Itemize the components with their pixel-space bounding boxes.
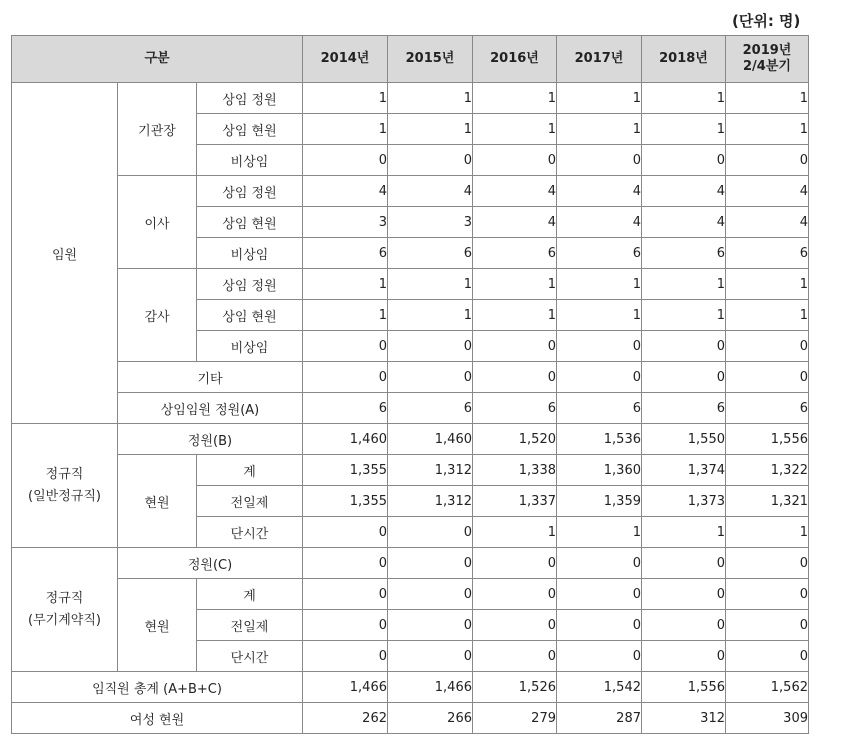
cell-value: 1,374 bbox=[642, 455, 726, 486]
cell-value: 6 bbox=[726, 393, 809, 424]
row-label: 상임임원 정원(A) bbox=[118, 393, 303, 424]
cell-value: 0 bbox=[726, 641, 809, 672]
staff-table bbox=[11, 35, 809, 734]
header-year-last-line1: 2019년 bbox=[742, 43, 792, 58]
table-row bbox=[12, 269, 809, 300]
cell-value: 4 bbox=[726, 207, 809, 238]
cell-value: 1,460 bbox=[388, 424, 473, 455]
cell-value: 1 bbox=[557, 269, 642, 300]
cell-value: 0 bbox=[642, 331, 726, 362]
cell-value: 0 bbox=[642, 362, 726, 393]
cell-value: 266 bbox=[388, 703, 473, 734]
cell-value: 0 bbox=[557, 610, 642, 641]
cell-value: 0 bbox=[473, 362, 557, 393]
cell-value: 0 bbox=[557, 641, 642, 672]
cell-value: 0 bbox=[726, 548, 809, 579]
cell-value: 1 bbox=[388, 114, 473, 145]
header-year-last-line2: 2/4분기 bbox=[743, 59, 791, 74]
header-year: 2014년 bbox=[303, 36, 388, 83]
cell-value: 0 bbox=[642, 641, 726, 672]
cell-value: 0 bbox=[303, 548, 388, 579]
cell-value: 1,312 bbox=[388, 455, 473, 486]
cell-value: 1,355 bbox=[303, 486, 388, 517]
cell-value: 0 bbox=[473, 641, 557, 672]
row-label: 단시간 bbox=[197, 641, 303, 672]
header-year: 2015년 bbox=[388, 36, 473, 83]
table-row bbox=[12, 362, 809, 393]
cell-value: 1,536 bbox=[557, 424, 642, 455]
table-row bbox=[12, 393, 809, 424]
cell-value: 1,360 bbox=[557, 455, 642, 486]
cell-value: 0 bbox=[388, 641, 473, 672]
cell-value: 6 bbox=[303, 238, 388, 269]
cell-value: 6 bbox=[388, 238, 473, 269]
row-label: 상임 정원 bbox=[197, 176, 303, 207]
subgroup-head: 기관장 bbox=[118, 83, 197, 176]
header-category: 구분 bbox=[12, 36, 303, 83]
cell-value: 1,322 bbox=[726, 455, 809, 486]
cell-value: 0 bbox=[388, 517, 473, 548]
table-row bbox=[12, 672, 809, 703]
row-label: 계 bbox=[197, 455, 303, 486]
cell-value: 6 bbox=[726, 238, 809, 269]
table-row bbox=[12, 548, 809, 579]
row-label: 비상임 bbox=[197, 238, 303, 269]
cell-value: 1 bbox=[642, 517, 726, 548]
cell-value: 0 bbox=[303, 641, 388, 672]
cell-value: 1 bbox=[388, 83, 473, 114]
header-year: 2018년 bbox=[642, 36, 726, 83]
cell-value: 1 bbox=[642, 269, 726, 300]
table-row bbox=[12, 176, 809, 207]
cell-value: 0 bbox=[388, 610, 473, 641]
cell-value: 0 bbox=[642, 548, 726, 579]
table-row bbox=[12, 455, 809, 486]
cell-value: 4 bbox=[557, 207, 642, 238]
cell-value: 4 bbox=[473, 176, 557, 207]
cell-value: 0 bbox=[726, 331, 809, 362]
cell-value: 1 bbox=[642, 300, 726, 331]
cell-value: 0 bbox=[557, 579, 642, 610]
cell-value: 0 bbox=[388, 362, 473, 393]
cell-value: 0 bbox=[726, 362, 809, 393]
cell-value: 1 bbox=[303, 114, 388, 145]
cell-value: 1 bbox=[388, 269, 473, 300]
cell-value: 1 bbox=[557, 114, 642, 145]
cell-value: 1,542 bbox=[557, 672, 642, 703]
cell-value: 0 bbox=[557, 548, 642, 579]
group-indefinite-line1: 정규직 bbox=[45, 590, 84, 606]
cell-value: 0 bbox=[303, 331, 388, 362]
row-label: 전일제 bbox=[197, 610, 303, 641]
cell-value: 6 bbox=[303, 393, 388, 424]
cell-value: 4 bbox=[642, 176, 726, 207]
row-label: 비상임 bbox=[197, 331, 303, 362]
cell-value: 6 bbox=[642, 238, 726, 269]
cell-value: 1,321 bbox=[726, 486, 809, 517]
cell-value: 3 bbox=[303, 207, 388, 238]
cell-value: 6 bbox=[388, 393, 473, 424]
cell-value: 1,562 bbox=[726, 672, 809, 703]
row-label: 상임 현원 bbox=[197, 300, 303, 331]
cell-value: 0 bbox=[303, 517, 388, 548]
cell-value: 4 bbox=[303, 176, 388, 207]
cell-value: 0 bbox=[303, 145, 388, 176]
cell-value: 4 bbox=[473, 207, 557, 238]
cell-value: 0 bbox=[557, 145, 642, 176]
cell-value: 0 bbox=[388, 331, 473, 362]
group-regular-line2: (일반정규직) bbox=[28, 488, 101, 504]
cell-value: 1 bbox=[642, 114, 726, 145]
header-year-last bbox=[726, 36, 809, 83]
cell-value: 1 bbox=[726, 300, 809, 331]
cell-value: 1,338 bbox=[473, 455, 557, 486]
cell-value: 3 bbox=[388, 207, 473, 238]
row-label: 여성 현원 bbox=[12, 703, 303, 734]
row-label: 정원(C) bbox=[118, 548, 303, 579]
row-label: 정원(B) bbox=[118, 424, 303, 455]
row-label: 단시간 bbox=[197, 517, 303, 548]
table-row bbox=[12, 83, 809, 114]
cell-value: 0 bbox=[388, 548, 473, 579]
group-executives: 임원 bbox=[12, 83, 118, 424]
cell-value: 1,466 bbox=[303, 672, 388, 703]
cell-value: 0 bbox=[303, 610, 388, 641]
cell-value: 4 bbox=[557, 176, 642, 207]
cell-value: 0 bbox=[473, 145, 557, 176]
group-regular-line1: 정규직 bbox=[45, 466, 84, 482]
cell-value: 0 bbox=[303, 579, 388, 610]
subgroup-directors: 이사 bbox=[118, 176, 197, 269]
cell-value: 287 bbox=[557, 703, 642, 734]
cell-value: 4 bbox=[388, 176, 473, 207]
unit-note: (단위: 명) bbox=[732, 12, 801, 30]
cell-value: 312 bbox=[642, 703, 726, 734]
cell-value: 0 bbox=[726, 145, 809, 176]
cell-value: 1,359 bbox=[557, 486, 642, 517]
group-regular bbox=[12, 424, 118, 548]
cell-value: 1 bbox=[303, 83, 388, 114]
cell-value: 309 bbox=[726, 703, 809, 734]
cell-value: 1 bbox=[726, 269, 809, 300]
cell-value: 1 bbox=[388, 300, 473, 331]
cell-value: 6 bbox=[557, 238, 642, 269]
row-label: 상임 정원 bbox=[197, 83, 303, 114]
table-row bbox=[12, 424, 809, 455]
subgroup-current: 현원 bbox=[118, 579, 197, 672]
cell-value: 1,550 bbox=[642, 424, 726, 455]
header-row bbox=[12, 36, 809, 83]
group-indefinite bbox=[12, 548, 118, 672]
cell-value: 4 bbox=[642, 207, 726, 238]
group-indefinite-line2: (무기계약직) bbox=[28, 612, 101, 628]
cell-value: 0 bbox=[473, 331, 557, 362]
row-label: 기타 bbox=[118, 362, 303, 393]
cell-value: 1,337 bbox=[473, 486, 557, 517]
cell-value: 6 bbox=[473, 238, 557, 269]
cell-value: 0 bbox=[557, 331, 642, 362]
cell-value: 6 bbox=[642, 393, 726, 424]
cell-value: 0 bbox=[388, 145, 473, 176]
table-row bbox=[12, 703, 809, 734]
cell-value: 1 bbox=[557, 517, 642, 548]
cell-value: 0 bbox=[303, 362, 388, 393]
cell-value: 0 bbox=[473, 579, 557, 610]
header-year: 2017년 bbox=[557, 36, 642, 83]
cell-value: 1,466 bbox=[388, 672, 473, 703]
subgroup-current: 현원 bbox=[118, 455, 197, 548]
subgroup-auditors: 감사 bbox=[118, 269, 197, 362]
cell-value: 1 bbox=[726, 517, 809, 548]
cell-value: 1 bbox=[642, 83, 726, 114]
cell-value: 0 bbox=[726, 579, 809, 610]
cell-value: 1,556 bbox=[726, 424, 809, 455]
cell-value: 1 bbox=[726, 83, 809, 114]
cell-value: 1,460 bbox=[303, 424, 388, 455]
row-label: 임직원 총계 (A+B+C) bbox=[12, 672, 303, 703]
cell-value: 0 bbox=[726, 610, 809, 641]
table-row bbox=[12, 579, 809, 610]
cell-value: 1 bbox=[557, 83, 642, 114]
cell-value: 1,312 bbox=[388, 486, 473, 517]
cell-value: 1,355 bbox=[303, 455, 388, 486]
cell-value: 1 bbox=[557, 300, 642, 331]
row-label: 전일제 bbox=[197, 486, 303, 517]
cell-value: 1 bbox=[473, 83, 557, 114]
cell-value: 262 bbox=[303, 703, 388, 734]
row-label: 상임 정원 bbox=[197, 269, 303, 300]
cell-value: 4 bbox=[726, 176, 809, 207]
cell-value: 0 bbox=[388, 579, 473, 610]
cell-value: 1 bbox=[473, 300, 557, 331]
cell-value: 6 bbox=[557, 393, 642, 424]
cell-value: 0 bbox=[642, 579, 726, 610]
cell-value: 1 bbox=[473, 517, 557, 548]
header-year: 2016년 bbox=[473, 36, 557, 83]
cell-value: 1 bbox=[303, 269, 388, 300]
row-label: 상임 현원 bbox=[197, 207, 303, 238]
cell-value: 0 bbox=[557, 362, 642, 393]
cell-value: 6 bbox=[473, 393, 557, 424]
row-label: 상임 현원 bbox=[197, 114, 303, 145]
cell-value: 1,526 bbox=[473, 672, 557, 703]
cell-value: 1 bbox=[473, 114, 557, 145]
cell-value: 0 bbox=[473, 610, 557, 641]
row-label: 비상임 bbox=[197, 145, 303, 176]
cell-value: 0 bbox=[473, 548, 557, 579]
cell-value: 1 bbox=[726, 114, 809, 145]
cell-value: 1,373 bbox=[642, 486, 726, 517]
cell-value: 1,520 bbox=[473, 424, 557, 455]
cell-value: 279 bbox=[473, 703, 557, 734]
cell-value: 0 bbox=[642, 145, 726, 176]
cell-value: 1 bbox=[303, 300, 388, 331]
row-label: 계 bbox=[197, 579, 303, 610]
cell-value: 1 bbox=[473, 269, 557, 300]
cell-value: 0 bbox=[642, 610, 726, 641]
cell-value: 1,556 bbox=[642, 672, 726, 703]
